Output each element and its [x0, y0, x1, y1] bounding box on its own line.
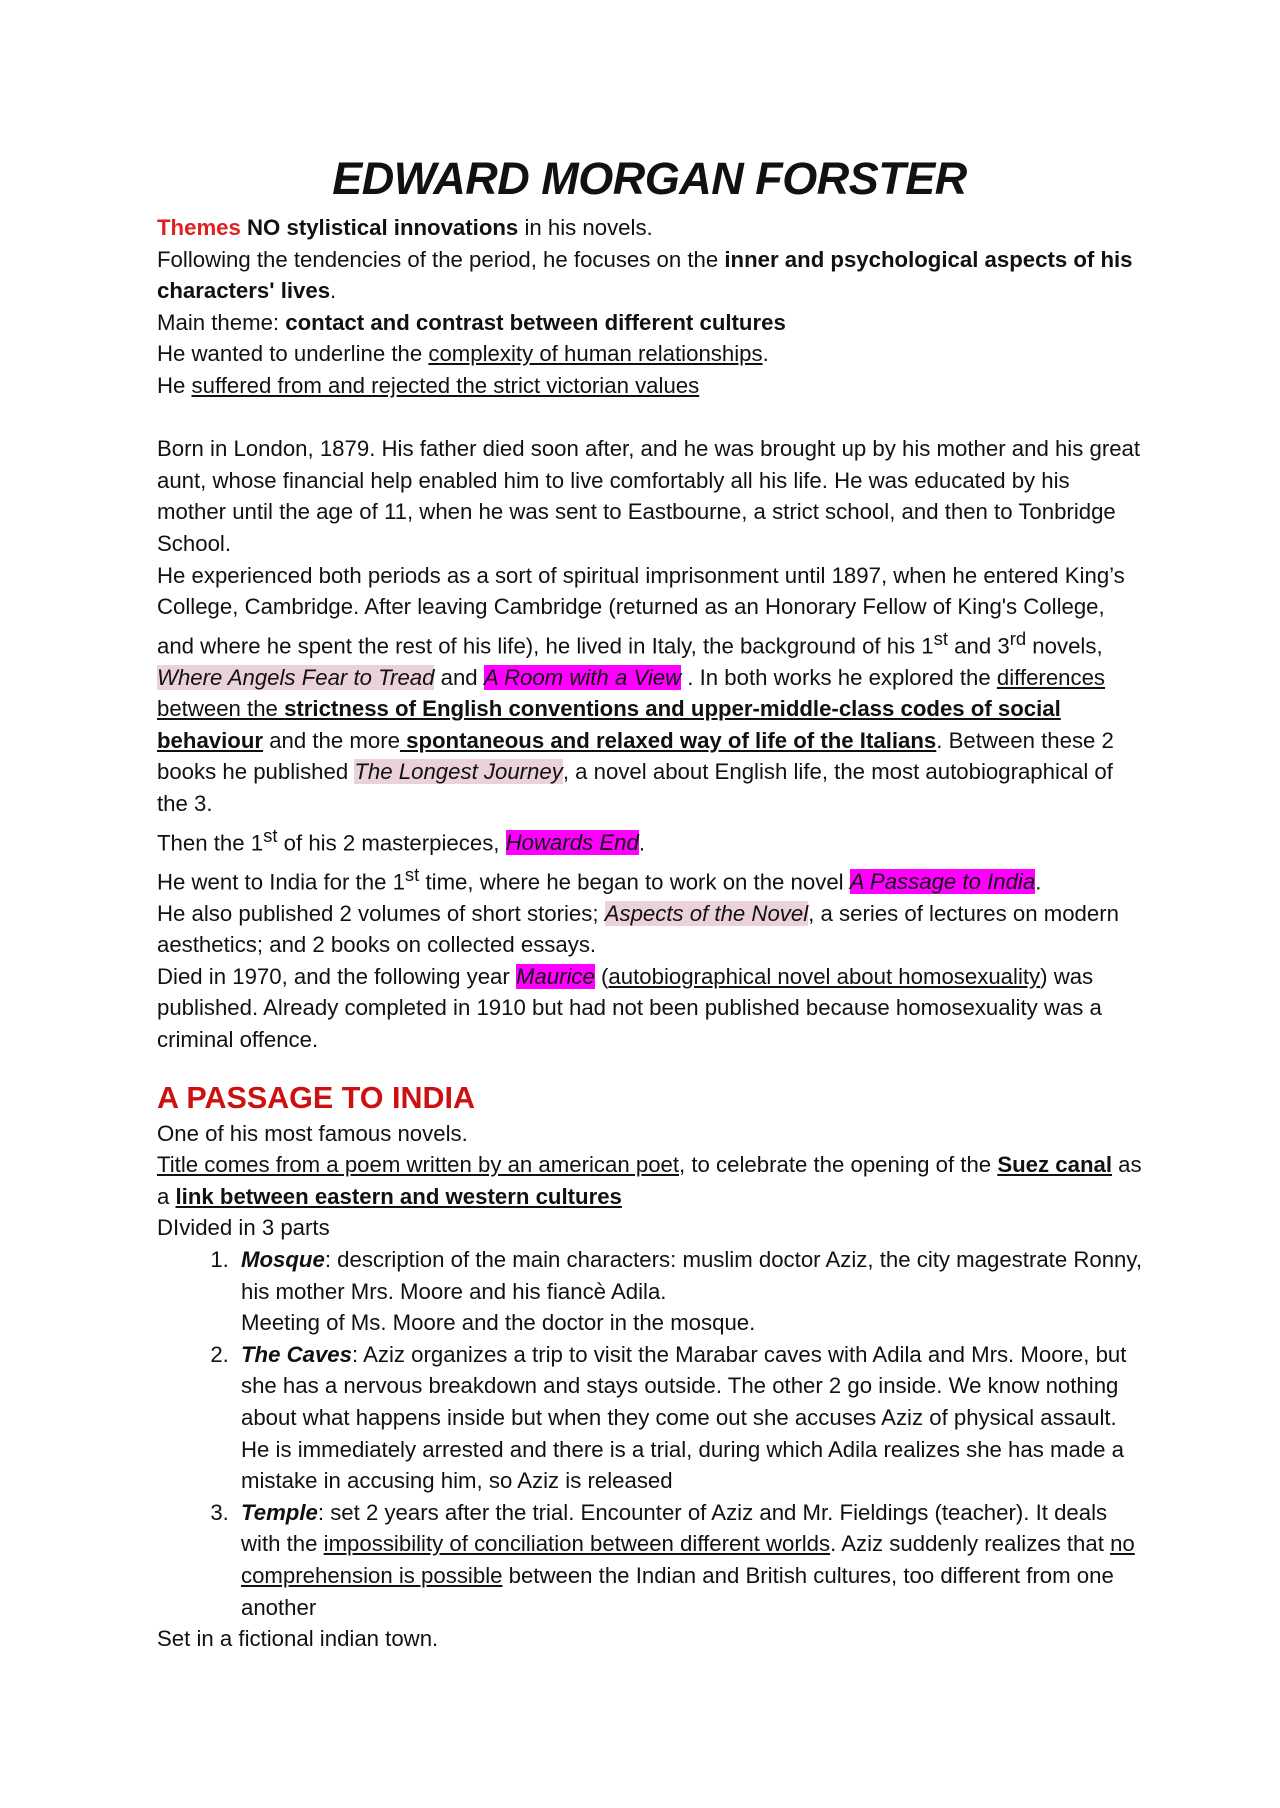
bio-text: of his 2 masterpieces, [277, 830, 506, 856]
bio-text: He experienced both periods as a sort of spiritual imprisonment until 1897, when he entered King’s College, Cambridge. After leaving Cambridge (returned as an Honorary Fellow of King's College, and where he spent the rest of his life), he lived in Italy, the background of his 1 [157, 562, 1125, 659]
bio-underline: autobiographical novel about homosexuality [608, 963, 1041, 989]
bio-paragraph-3 [157, 820, 1142, 859]
themes-text-4a: He wanted to underline the [157, 341, 429, 367]
bio-text: . [1035, 869, 1042, 895]
themes-line-3 [157, 307, 1142, 339]
passage-line-1: One of his most famous novels. [157, 1120, 468, 1146]
themes-bold-1: NO stylistical innovations [247, 215, 519, 240]
bio-text: , a novel about English life, the most autobiographical of the 3. [157, 759, 1113, 817]
document-page [157, 152, 1142, 1655]
part-text: Meeting of Ms. Moore and the doctor in the mosque. [241, 1310, 756, 1336]
bio-text: Died in 1970, and the following year [157, 963, 516, 989]
themes-line-5 [157, 370, 1142, 402]
themes-bold-3: contact and contrast between different cultures [285, 309, 786, 335]
bio-text: , a series of lectures on modern aesthetics; and 2 books on collected essays. [157, 900, 1119, 958]
passage-line-3: DIvided in 3 parts [157, 1215, 330, 1241]
bio-text: . In both works he explored the [681, 664, 997, 690]
part-underline: impossibility of conciliation between different worlds [323, 1531, 831, 1557]
bio-text: He also published 2 volumes of short stories; [157, 900, 605, 926]
themes-underline-5: suffered from and rejected the strict victorian values [191, 372, 700, 398]
themes-text-2c: . [330, 278, 337, 304]
bio-paragraph-4 [157, 859, 1142, 898]
part-underline: no comprehension is possible [241, 1531, 1135, 1588]
part-name: The Caves [241, 1341, 352, 1367]
page-title: EDWARD MORGAN FORSTER [332, 153, 967, 204]
passage-bold-underline: link between eastern and western cultures [175, 1183, 622, 1209]
passage-text: , to celebrate the opening of the [679, 1152, 998, 1178]
bio-text: and 3 [948, 633, 1010, 659]
passage-bold-underline: Suez canal [997, 1152, 1112, 1178]
book-title-room-with-view: A Room with a View [483, 664, 682, 690]
themes-text-3a: Main theme: [157, 309, 286, 335]
themes-text-5a: He [157, 372, 192, 398]
part-text: : description of the main characters: muslim doctor Aziz, the city magestrate Ronny, his mother Mrs. Moore and his fiancè Adila. [241, 1246, 1142, 1304]
spacer [157, 402, 1142, 434]
biography-section [157, 433, 1142, 1055]
book-title-maurice: Maurice [515, 963, 595, 989]
bio-text: ( [594, 963, 609, 989]
list-item [235, 1497, 1142, 1623]
bio-paragraph-6 [157, 961, 1142, 1056]
themes-text-2a: Following the tendencies of the period, he focuses on the [157, 246, 725, 272]
themes-section [157, 212, 1142, 402]
list-item [235, 1244, 1142, 1339]
passage-line-2 [157, 1149, 1142, 1212]
themes-line-2 [157, 244, 1142, 307]
bio-sup: st [263, 824, 278, 846]
book-title-passage-to-india: A Passage to India [849, 869, 1036, 895]
themes-text-4c: . [762, 341, 769, 367]
bio-text: . [638, 830, 645, 856]
bio-paragraph-5 [157, 898, 1142, 961]
section-heading: A PASSAGE TO INDIA [157, 1080, 476, 1115]
bio-text: and [434, 664, 484, 690]
themes-line-4 [157, 338, 1142, 370]
book-title-howards-end: Howards End [505, 830, 639, 856]
bio-paragraph-2 [157, 560, 1142, 820]
themes-line-1 [157, 212, 1142, 244]
bio-text: ) was published. Already completed in 1910 but had not been published because homosexuality was a criminal offence. [157, 963, 1102, 1053]
passage-last-line: Set in a fictional indian town. [157, 1626, 439, 1652]
bio-bold-underline: strictness of English conventions and upper-middle-class codes of social behaviour [157, 696, 1061, 753]
themes-label: Themes [157, 215, 241, 240]
themes-bold-2: inner and psychological aspects of his characters' lives [157, 246, 1133, 304]
passage-section [157, 1078, 1142, 1655]
bio-text: and the more [263, 727, 400, 753]
book-title-aspects-of-novel: Aspects of the Novel [604, 900, 809, 926]
bio-sup: st [404, 863, 420, 885]
bio-paragraph-1: Born in London, 1879. His father died soon after, and he was brought up by his mother and his great aunt, whose financial help enabled him to live comfortably all his life. He was educated by his mother until the age of 11, when he was sent to Eastbourne, a strict school, and then to Tonbridge School. [157, 436, 1141, 556]
passage-underline: Title comes from a poem written by an american poet [157, 1152, 680, 1178]
bio-bold-underline: spontaneous and relaxed way of life of the Italians [399, 727, 937, 753]
part-text: : set 2 years after the trial. Encounter of Aziz and Mr. Fieldings (teacher). It deals with the [241, 1499, 1108, 1557]
themes-text-1: in his novels. [518, 215, 653, 240]
bio-text: time, where he began to work on the novel [419, 869, 850, 895]
parts-list [157, 1244, 1142, 1623]
book-title-longest-journey: The Longest Journey [354, 759, 563, 785]
part-text: between the Indian and British cultures, too different from one another [241, 1562, 1114, 1620]
part-name: Mosque [241, 1246, 325, 1272]
book-title-where-angels: Where Angels Fear to Tread [157, 664, 435, 690]
bio-text: Then the 1 [157, 830, 264, 856]
spacer [157, 1056, 1142, 1078]
bio-sup: st [933, 627, 948, 649]
bio-sup: rd [1009, 627, 1027, 649]
part-text: : Aziz organizes a trip to visit the Marabar caves with Adila and Mrs. Moore, but she has a nervous breakdown and stays outside. The other 2 go inside. We know nothing about what happens inside but when they come out she accuses Aziz of physical assault. He is immediately arrested and there is a trial, during which Adila realizes she has made a mistake in accusing him, so Aziz is released [241, 1341, 1127, 1494]
themes-underline-4: complexity of human relationships [428, 341, 763, 367]
bio-underline: differences between the [157, 664, 1106, 722]
bio-text: . Between these 2 books he published [157, 727, 1114, 785]
bio-text: He went to India for the 1 [157, 869, 405, 895]
list-item [235, 1339, 1142, 1497]
part-text: . Aziz suddenly realizes that [830, 1531, 1111, 1557]
part-name: Temple [241, 1499, 318, 1525]
passage-text: as a [157, 1152, 1142, 1209]
bio-text: novels, [1026, 633, 1103, 659]
